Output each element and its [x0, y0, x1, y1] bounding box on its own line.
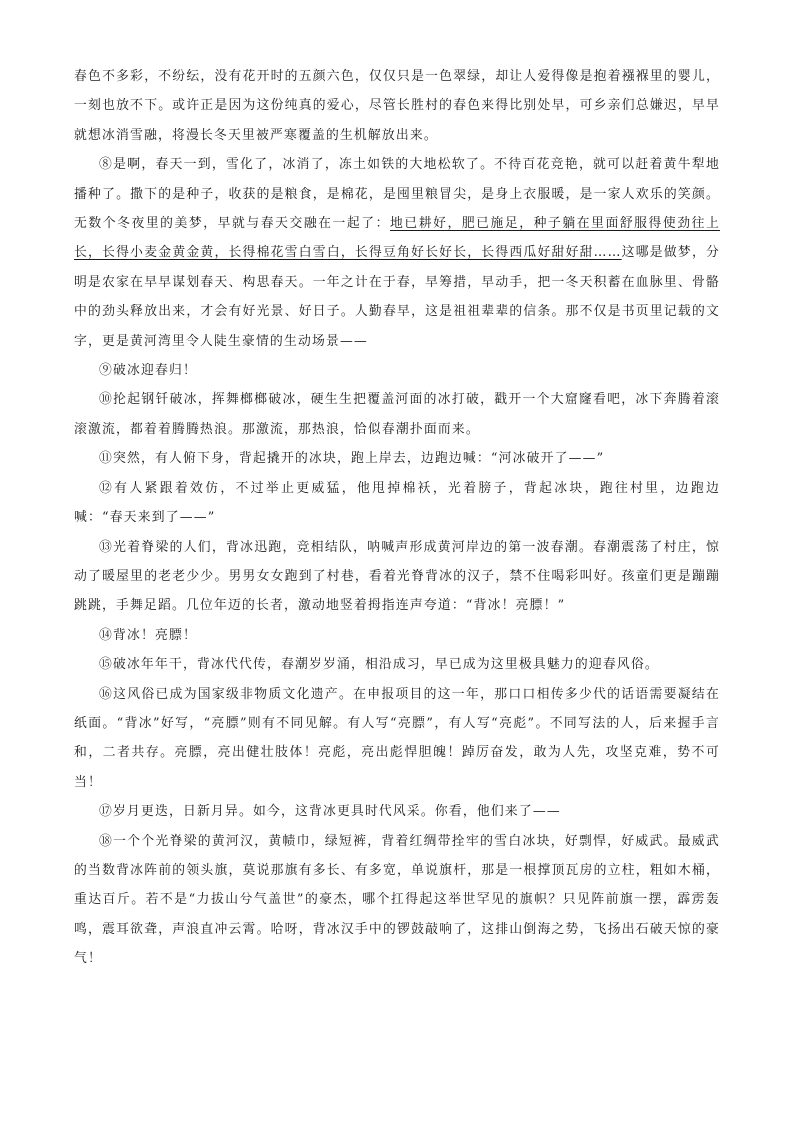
paragraph-p16 [74, 680, 720, 798]
paragraph-text: ⑱一个个光脊梁的黄河汉，黄帻巾，绿短裤，背着红绸带拴牢的雪白冰块，好剽悍，好威武。最威武的当数背冰阵前的领头旗，莫说那旗有多长、有多宽，单说旗杆，那是一根撑顶瓦房的立柱，粗如木桶，重达百斤。若不是“力拔山兮气盖世”的豪杰，哪个扛得起这举世罕见的旗帜？只见阵前旗一摆，霹雳轰鸣，震耳欲聋，声浪直冲云霄。哈呀，背冰汉手中的锣鼓敲响了，这排山倒海之势，飞扬出石破天惊的豪气！ [74, 833, 720, 967]
paragraph-text: ⑰岁月更迭，日新月异。如今，这背冰更具时代风采。你看，他们来了—— [99, 804, 561, 820]
paragraph-p18 [74, 827, 720, 974]
paragraph-p13 [74, 533, 720, 621]
paragraph-p0 [74, 62, 720, 150]
paragraph-text: ⑬光着脊梁的人们，背冰迅跑，竞相结队，呐喊声形成黄河岸边的第一波春潮。春潮震荡了村庄，惊动了暖屋里的老老少少。男男女女跑到了村巷，看着光脊背冰的汉子，禁不住喝彩叫好。孩童们更是蹦蹦跳跳，手舞足蹈。几位年迈的长者，激动地竖着拇指连声夸道：“背冰！亮膘！” [74, 539, 720, 614]
paragraph-p11 [74, 444, 720, 473]
paragraph-p8 [74, 150, 720, 356]
paragraph-p9 [74, 356, 720, 385]
paragraph-text: ⑪突然，有人俯下身，背起撬开的冰块，跑上岸去，边跑边喊：“河冰破开了——” [99, 451, 605, 467]
paragraph-p12 [74, 474, 720, 533]
paragraph-p14 [74, 621, 720, 650]
paragraph-p17 [74, 797, 720, 826]
paragraph-p15 [74, 650, 720, 679]
paragraph-text: ⑮破冰年年干，背冰代代传，春潮岁岁涌，相沿成习，早已成为这里极具魅力的迎春风俗。 [99, 657, 659, 673]
paragraph-text: 春色不多彩，不纷纭，没有花开时的五颜六色，仅仅只是一色翠绿，却让人爱得像是抱着襁褓里的婴儿，一刻也放不下。或许正是因为这份纯真的爱心，尽管长胜村的春色来得比别处早，可乡亲们总嫌迟，早早就想冰消雪融，将漫长冬天里被严寒覆盖的生机解放出来。 [74, 69, 720, 143]
paragraph-text: ⑨破冰迎春归！ [99, 363, 197, 379]
underlined-text: 地已耕好，肥已施足，种子躺在里面舒服得使劲往上长，长得小麦金黄金黄，长得棉花雪白雪白，长得豆角好长好长，长得西瓜好甜好甜…… [74, 216, 720, 261]
paragraph-text: ⑫有人紧跟着效仿，不过举止更威猛，他甩掉棉袄，光着膀子，背起冰块，跑往村里，边跑边喊：“春天来到了——” [74, 480, 720, 526]
paragraph-p10 [74, 385, 720, 444]
paragraph-text: ⑧是啊，春天一到，雪化了，冰消了，冻土如铁的大地松软了。不待百花竞艳，就可以赶着黄牛犁地播种了。撒下的是种子，收获的是粮食，是棉花，是囤里粮冒尖，是身上衣服暖，是一家人欢乐的笑颜。无数个冬夜里的美梦，早就与春天交融在一起了： [74, 157, 720, 232]
paragraph-text: ⑭背冰！亮膘！ [99, 627, 197, 643]
paragraph-text: ⑩抡起钢钎破冰，挥舞榔榔破冰，硬生生把覆盖河面的冰打破，戳开一个大窟窿看吧，冰下奔腾着滚滚激流，都着着腾腾热浪。那激流，那热浪，恰似春潮扑面而来。 [74, 392, 720, 437]
article-body [74, 62, 720, 974]
paragraph-text: ⑯这风俗已成为国家级非物质文化遗产。在申报项目的这一年，那口口相传多少代的话语需要凝结在纸面。“背冰”好写，“亮膘”则有不同见解。有人写“亮膘”，有人写“亮彪”。不同写法的人，后来握手言和，二者共存。亮膘，亮出健壮肢体！亮彪，亮出彪悍胆魄！踔厉奋发，敢为人先，攻坚克难，势不可当！ [74, 686, 720, 790]
paragraph-text: 这哪是做梦，分明是农家在早早谋划春天、构思春天。一年之计在于春，早筹措，早动手，把一冬天积蓄在血脉里、骨骼中的劲头释放出来，才会有好光景、好日子。人勤春早，这是祖祖辈辈的信条。那不仅是书页里记载的文字，更是黄河湾里令人陡生豪情的生动场景—— [74, 245, 720, 349]
